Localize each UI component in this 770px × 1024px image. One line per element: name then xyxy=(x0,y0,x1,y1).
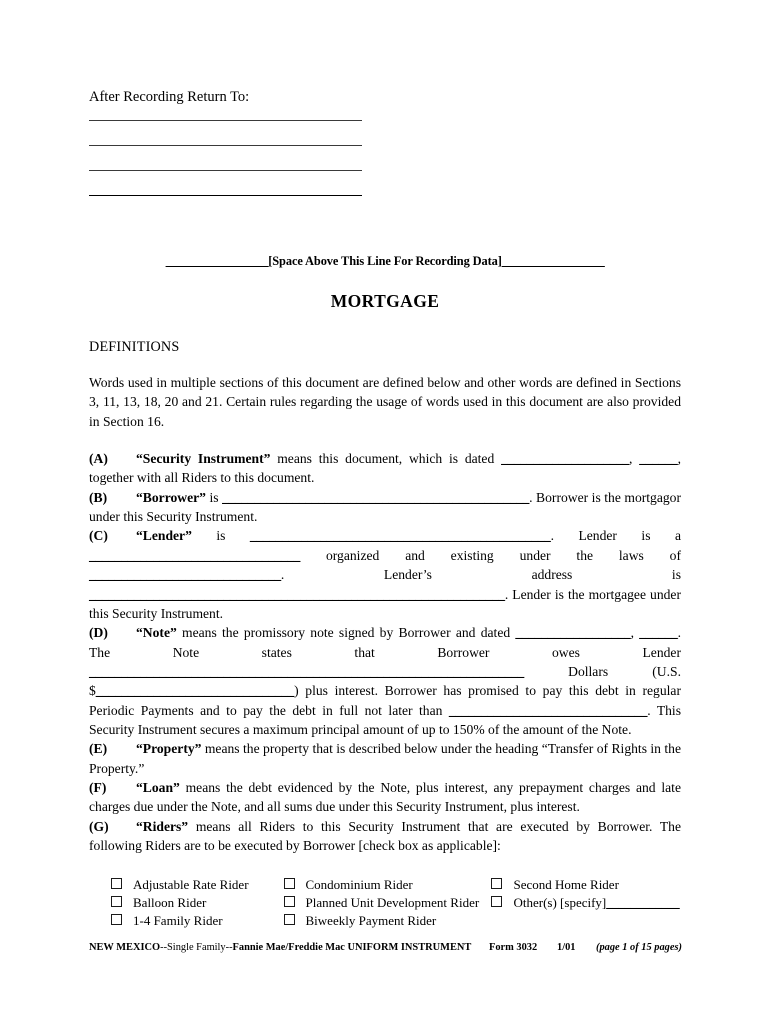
rider-other-specify-blank[interactable]: ____________ xyxy=(606,894,680,910)
definition-f-label: (F) xyxy=(89,780,107,796)
checkbox-icon[interactable] xyxy=(491,878,502,889)
rider-label: Planned Unit Development Rider xyxy=(305,894,480,910)
rider-option-balloon[interactable] xyxy=(111,895,284,913)
footer-state: NEW MEXICO xyxy=(89,942,161,953)
definition-g-term: “Riders” xyxy=(136,818,189,834)
footer-page-number: (page 1 of 15 pages) xyxy=(596,942,682,953)
page-title: MORTGAGE xyxy=(330,291,440,312)
intro-paragraph: Words used in multiple sections of this document are defined below and other words are defined in Sections 3, 11, 13, 18, 20 and 21. Certain rules regarding the usage of words used in this document are also provided in Section 16. xyxy=(89,375,681,429)
rider-option-biweekly-payment[interactable] xyxy=(284,913,492,931)
definition-c-text-4: . Lender’s address is xyxy=(280,567,681,583)
definition-c xyxy=(89,526,681,623)
page-footer xyxy=(89,942,685,953)
rider-option-condominium[interactable] xyxy=(284,877,492,895)
checkbox-icon[interactable] xyxy=(284,896,295,907)
footer-agency: Fannie Mae/Freddie Mac UNIFORM INSTRUMENT xyxy=(232,942,472,953)
definition-d xyxy=(89,623,681,739)
definition-a-blank-year[interactable]: ______ xyxy=(639,451,678,467)
rider-option-planned-unit-development[interactable] xyxy=(284,895,492,913)
rider-option-adjustable-rate[interactable] xyxy=(111,877,284,895)
definition-d-blank-note-date[interactable]: __________________ xyxy=(515,625,631,641)
recording-divider-left-rule: __________________ xyxy=(165,254,269,269)
definition-c-term: “Lender” xyxy=(136,528,192,544)
definition-d-blank-amount-usd[interactable]: _______________________________ xyxy=(95,683,295,699)
definition-c-label: (C) xyxy=(89,528,108,544)
return-address-line-3[interactable] xyxy=(89,170,362,171)
definition-c-blank-state[interactable]: ______________________________ xyxy=(89,567,281,583)
definition-c-blank-address-2[interactable]: ______________________________ xyxy=(312,586,505,602)
definition-d-text-4: Dollars (U.S. $ xyxy=(89,663,681,699)
recording-data-divider xyxy=(89,254,681,269)
checkbox-icon[interactable] xyxy=(284,914,295,925)
definition-g-label: (G) xyxy=(89,818,109,834)
definition-d-blank-maturity-date[interactable]: _______________________________ xyxy=(448,702,648,718)
definition-a-term: “Security Instrument” xyxy=(136,451,271,467)
riders-row xyxy=(111,895,681,913)
definition-g xyxy=(89,817,681,856)
definition-a-text-3: , together with all Riders to this document. xyxy=(89,451,682,486)
definition-a-text-2: , xyxy=(629,451,640,467)
return-to-label: After Recording Return To: xyxy=(89,89,250,105)
definition-b-text-2: . Borrower is the mortgagor under this Security Instrument. xyxy=(89,489,681,525)
checkbox-icon[interactable] xyxy=(491,896,502,907)
definition-a-blank-date[interactable]: ____________________ xyxy=(501,451,630,467)
recording-divider-right-rule: __________________ xyxy=(501,254,605,269)
return-address-blank-lines xyxy=(89,120,681,196)
checkbox-icon[interactable] xyxy=(111,896,122,907)
rider-cell-empty xyxy=(491,913,681,931)
rider-option-other-specify[interactable] xyxy=(491,895,681,913)
definition-d-text-3: . The Note states that Borrower owes Lender xyxy=(89,625,682,660)
rider-label: Balloon Rider xyxy=(133,894,207,910)
definition-b-blank-borrower[interactable]: ________________________________________________ xyxy=(222,489,530,505)
return-address-line-4[interactable] xyxy=(89,195,362,196)
definition-d-label: (D) xyxy=(89,625,108,641)
definition-b-term: “Borrower” xyxy=(136,489,206,505)
definitions-list xyxy=(89,449,681,856)
return-address-line-2[interactable] xyxy=(89,145,362,146)
rider-label: Other(s) [specify] xyxy=(513,894,607,910)
definition-d-text-2: , xyxy=(630,625,640,641)
rider-label: Condominium Rider xyxy=(305,876,413,892)
definition-c-blank-address-1[interactable]: ___________________________________ xyxy=(89,586,313,602)
footer-form-number: Form 3032 xyxy=(489,942,538,953)
riders-row xyxy=(111,877,681,895)
definition-e-term: “Property” xyxy=(136,741,202,757)
riders-row xyxy=(111,913,681,931)
definition-a xyxy=(89,449,681,488)
definition-c-text-1: is xyxy=(191,528,250,544)
definition-f-text-1: means the debt evidenced by the Note, plus interest, any prepayment charges and late charges due under the Note, and all sums due under this Security Instrument, plus interest. xyxy=(89,780,681,815)
definition-d-text-5: ) plus interest. Borrower has promised to pay this debt in regular Periodic Payments and to pay the debt in full not later than xyxy=(89,683,681,718)
definition-b-label: (B) xyxy=(89,489,108,505)
document-body xyxy=(89,88,681,931)
definition-d-text-6: . This Security Instrument secures a maximum principal amount of up to 150% of the amount of the Note. xyxy=(89,702,681,738)
checkbox-icon[interactable] xyxy=(284,878,295,889)
definition-c-blank-entity-type[interactable]: _________________________________ xyxy=(89,547,301,563)
definition-e-text-1: means the property that is described below under the heading “Transfer of Rights in the Property.” xyxy=(89,741,681,776)
definition-d-blank-amount-words-1[interactable]: ______________________________________ xyxy=(89,663,333,679)
definition-e xyxy=(89,739,681,778)
checkbox-icon[interactable] xyxy=(111,914,122,925)
rider-option-second-home[interactable] xyxy=(491,877,681,895)
definition-c-text-3: organized and existing under the laws of xyxy=(300,547,681,563)
definition-f xyxy=(89,778,681,817)
return-address-line-1[interactable] xyxy=(89,120,362,121)
definition-a-text-1: means this document, which is dated xyxy=(270,451,502,467)
rider-option-1-4-family[interactable] xyxy=(111,913,284,931)
definition-d-blank-note-year[interactable]: ______ xyxy=(639,625,678,641)
definitions-heading: DEFINITIONS xyxy=(89,339,180,356)
definition-e-label: (E) xyxy=(89,741,108,757)
definition-a-label: (A) xyxy=(89,451,108,467)
rider-label: 1-4 Family Rider xyxy=(133,913,223,929)
definition-f-term: “Loan” xyxy=(136,780,180,796)
rider-label: Second Home Rider xyxy=(513,876,619,892)
definition-d-text-1: means the promissory note signed by Borrower and dated xyxy=(176,625,516,641)
definition-c-blank-lender-name[interactable]: _______________________________________________ xyxy=(249,528,551,544)
rider-label: Adjustable Rate Rider xyxy=(133,876,249,892)
definition-d-term: “Note” xyxy=(136,625,177,641)
definition-c-text-5: . Lender is the mortgagee under this Security Instrument. xyxy=(89,586,681,621)
footer-family: --Single Family-- xyxy=(160,942,233,953)
definition-b-text-1: is xyxy=(205,489,223,505)
checkbox-icon[interactable] xyxy=(111,878,122,889)
recording-divider-label: [Space Above This Line For Recording Data] xyxy=(268,254,502,269)
footer-revision: 1/01 xyxy=(557,942,576,953)
definition-d-blank-amount-words-2[interactable]: ______________________________ xyxy=(332,663,525,679)
rider-label: Biweekly Payment Rider xyxy=(305,913,437,929)
definition-g-text-1: means all Riders to this Security Instrument that are executed by Borrower. The following Riders are to be executed by Borrower [check box as applicable]: xyxy=(89,818,681,854)
definition-b xyxy=(89,488,681,527)
riders-checkbox-grid xyxy=(111,877,681,932)
definition-c-text-2: . Lender is a xyxy=(550,528,681,544)
